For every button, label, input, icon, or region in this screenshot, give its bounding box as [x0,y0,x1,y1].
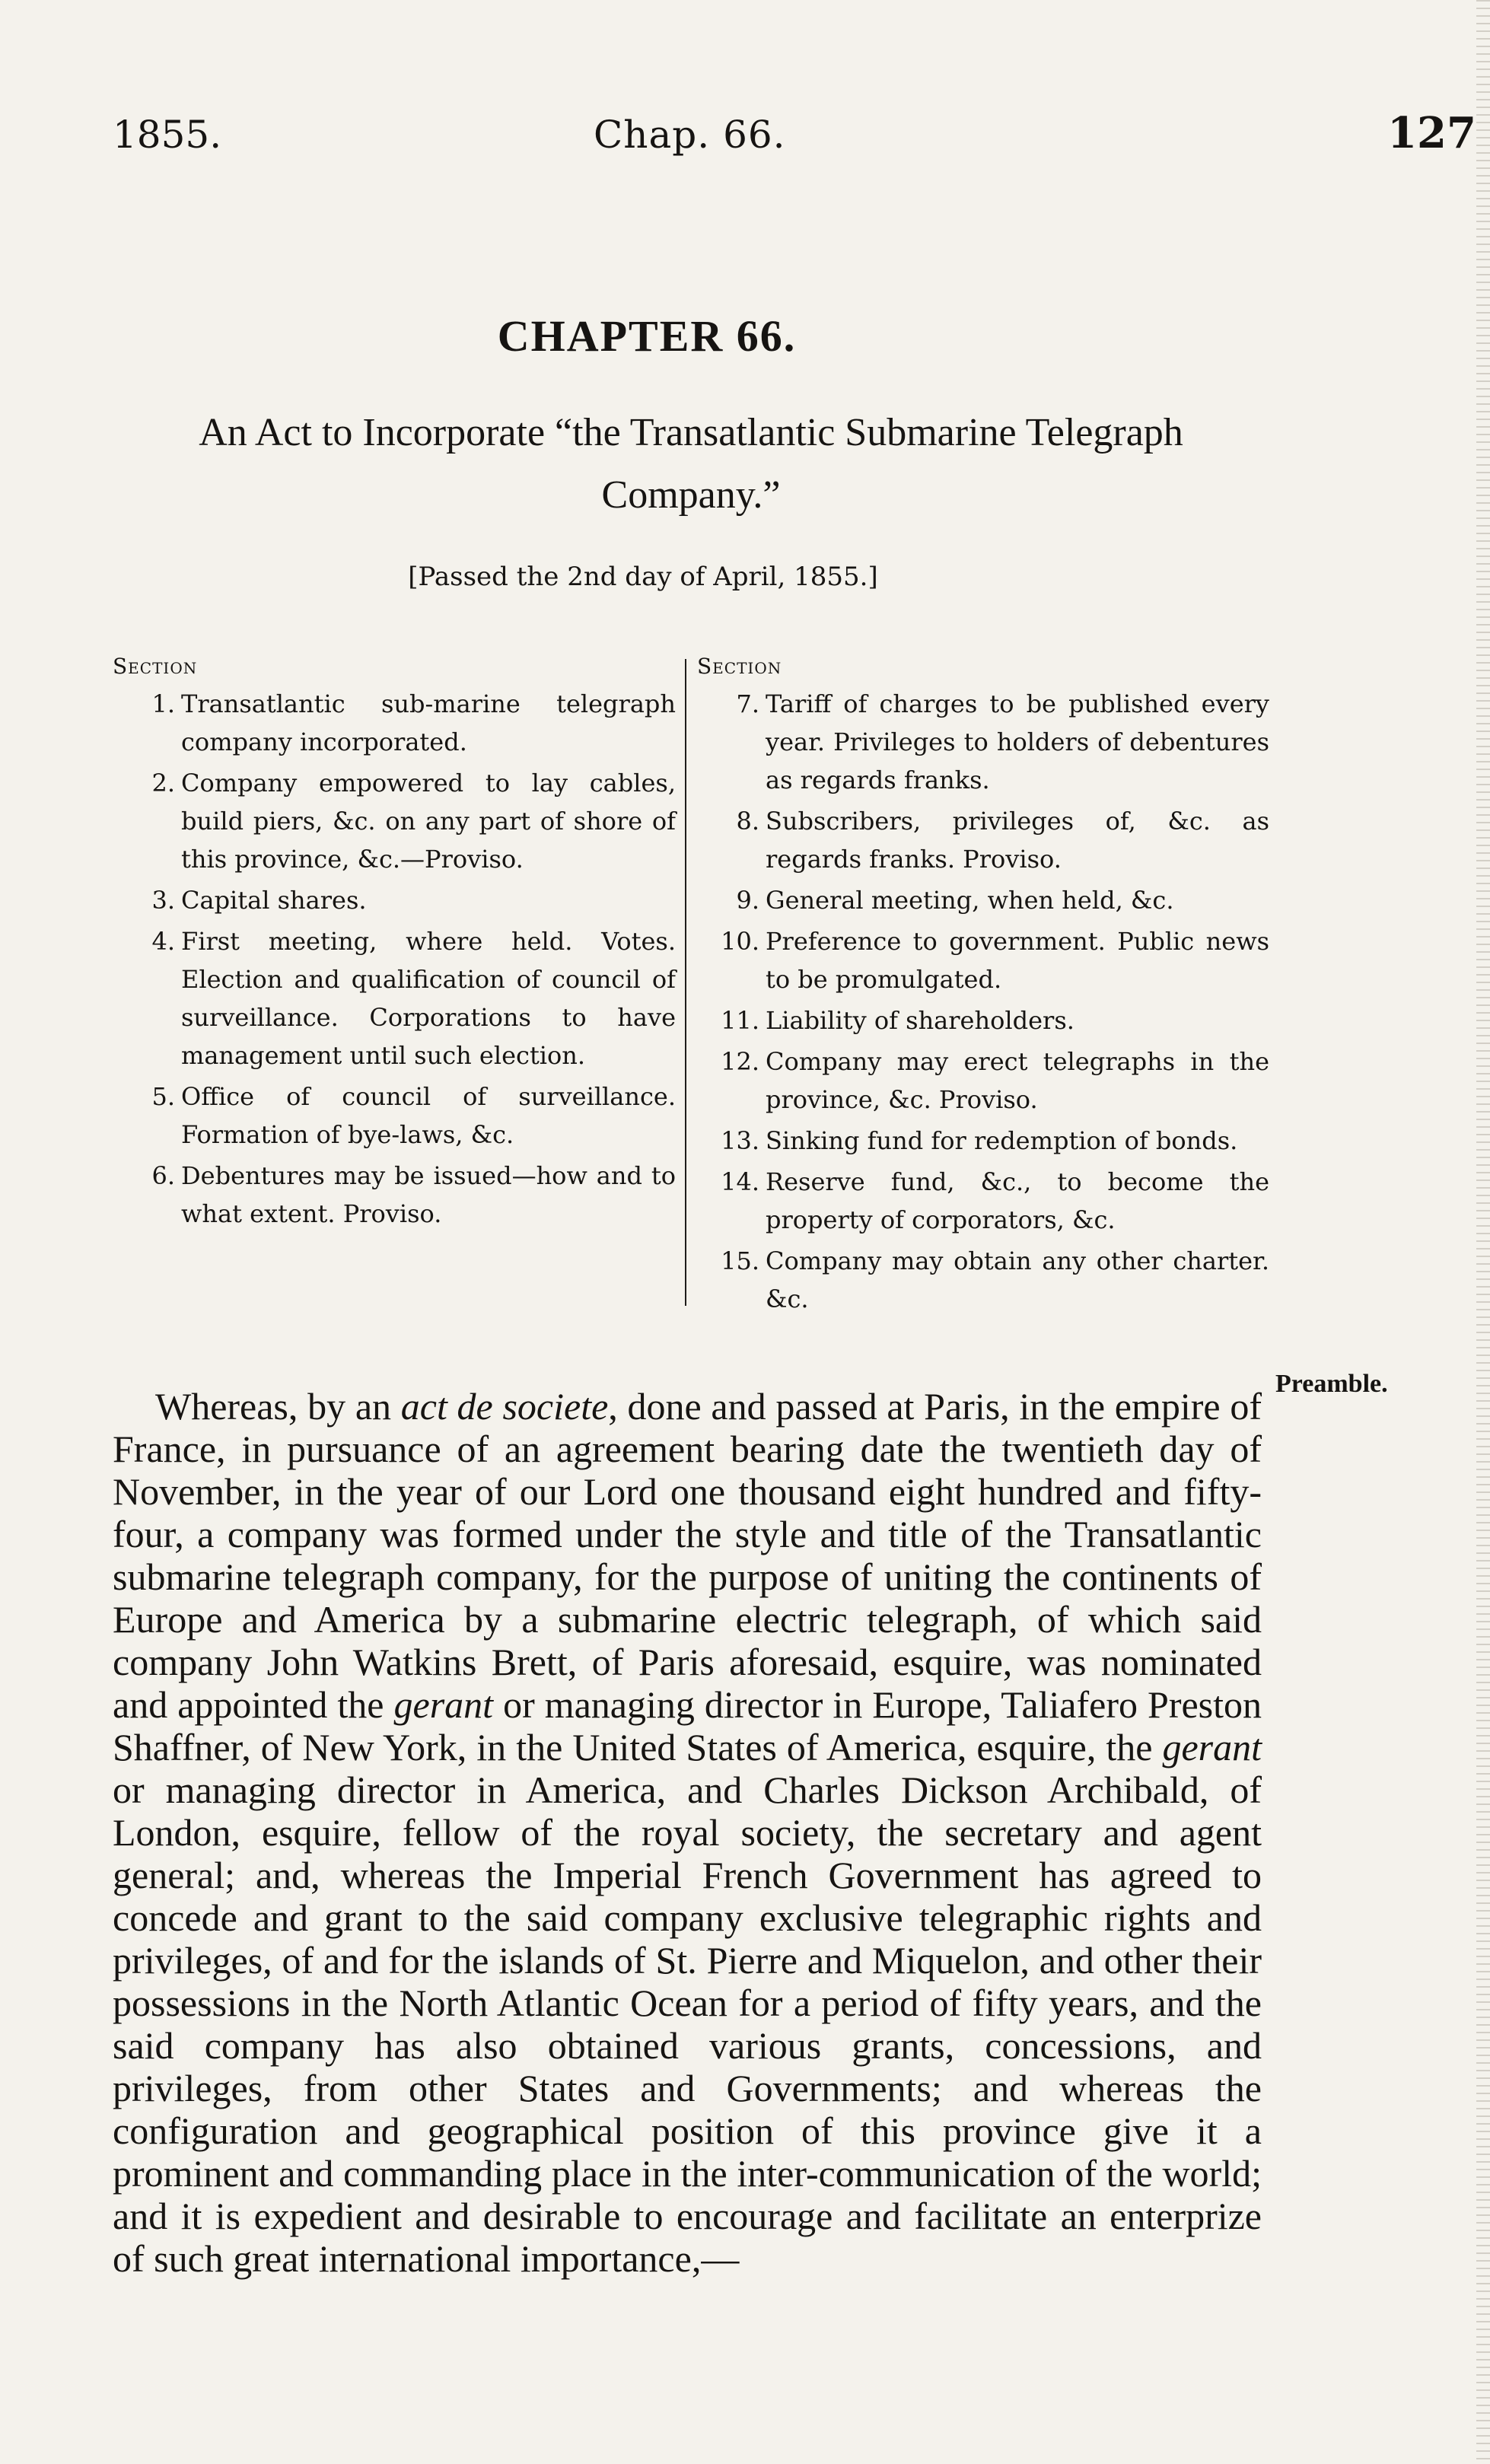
section-number: 11. [721,1006,759,1035]
section-text: Capital shares. [181,886,367,915]
section-text: Preference to government. Public news to be promulgated. [766,927,1269,994]
section-text: Liability of shareholders. [766,1006,1075,1035]
section-number: 9. [736,886,759,915]
section-item [697,1242,1269,1318]
section-number: 3. [151,886,175,915]
section-item [697,1122,1269,1160]
body-text: , done and passed at Paris, in the empire of France, in pursuance of an agreement bearing date the twentieth day of November, in the year of our Lord one thousand eight hundred and fifty-four, a company was formed under the style and title of the Transatlantic submarine telegraph company, for the purpose of uniting the continents of Europe and America by a submarine electric telegraph, of which said company John Watkins Brett, of Paris aforesaid, esquire, was nominated and appointed the [113,1385,1262,1726]
section-heading: Section [697,654,782,679]
section-text: Sinking fund for redemption of bonds. [766,1126,1238,1155]
section-text: Transatlantic sub-marine telegraph company incorporated. [181,689,676,756]
section-index [113,653,1269,1313]
preamble-paragraph [113,1385,1262,2280]
section-index-right [697,653,1269,1321]
section-item [697,1001,1269,1039]
section-item [697,922,1269,998]
section-item [113,922,676,1074]
section-number: 5. [151,1082,175,1111]
section-text: Office of council of surveillance. Formation of bye-laws, &c. [181,1082,676,1149]
section-item [697,1163,1269,1239]
section-number: 8. [736,807,759,836]
section-number: 14. [721,1167,759,1196]
section-text: Company empowered to lay cables, build piers, &c. on any part of shore of this province, &c.—Proviso. [181,769,676,874]
body-text: Whereas, by an [155,1385,392,1428]
column-divider [685,659,686,1306]
section-item [113,881,676,919]
page-number: 127 [1387,108,1476,158]
body-text: or managing director in America, and Charles Dickson Archibald, of London, esquire, fellow of the royal society, the secretary and agent general; and, whereas the Imperial French Government has agreed to concede and grant to the said company exclusive telegraphic rights and privileges, of and for the islands of St. Pierre and Miquelon, and other their possessions in the North Atlantic Ocean for a period of fifty years, and the said company has also obtained various grants, concessions, and privileges, from other States and Governments; and whereas the configuration and geographical position of this province give it a prominent and commanding place in the inter-communication of the world; and it is expedient and desirable to encourage and facilitate an enterprize of such great international importance,— [113,1768,1262,2280]
section-number: 10. [721,927,759,956]
passed-date: [Passed the 2nd day of April, 1855.] [408,562,878,592]
section-number: 6. [151,1161,175,1190]
section-item [113,764,676,878]
section-item [113,1157,676,1233]
body-italic: act de societe [400,1385,609,1428]
section-text: Company may obtain any other charter. &c. [766,1246,1269,1313]
section-text: First meeting, where held. Votes. Election and qualification of council of surveillance. Corporations to have management until such election. [181,927,676,1070]
section-number: 7. [736,689,759,718]
scan-edge [1476,0,1490,2464]
header-chapter: Chap. 66. [594,113,786,157]
section-index-left [113,653,676,1236]
section-number: 2. [151,769,175,797]
section-item [113,1078,676,1154]
section-heading: Section [113,654,198,679]
section-item [697,802,1269,878]
section-text: Company may erect telegraphs in the province, &c. Proviso. [766,1047,1269,1114]
running-header [0,108,1490,173]
header-year: 1855. [113,113,222,157]
section-text: Tariff of charges to be published every year. Privileges to holders of debentures as regards franks. [766,689,1269,794]
section-number: 13. [721,1126,759,1155]
act-title: An Act to Incorporate “the Transatlantic Submarine Telegraph Company.” [199,411,1183,517]
section-text: General meeting, when held, &c. [766,886,1174,915]
section-text: Subscribers, privileges of, &c. as regards franks. Proviso. [766,807,1269,874]
section-item [697,881,1269,919]
section-item [113,685,676,761]
margin-note-preamble: Preamble. [1275,1370,1388,1398]
body-italic: gerant [393,1683,494,1726]
section-text: Reserve fund, &c., to become the property of corporators, &c. [766,1167,1269,1234]
section-item [697,1043,1269,1119]
body-italic: gerant [1162,1726,1262,1768]
section-number: 12. [721,1047,759,1076]
section-text: Debentures may be issued—how and to what extent. Proviso. [181,1161,676,1228]
section-number: 4. [151,927,175,956]
chapter-title: CHAPTER 66. [497,311,797,361]
body-text: or managing director in Europe, Taliafero Preston Shaffner, of New York, in the United States of America, esquire, the [113,1683,1262,1768]
section-item [697,685,1269,799]
section-number: 1. [151,689,175,718]
section-number: 15. [721,1246,759,1275]
